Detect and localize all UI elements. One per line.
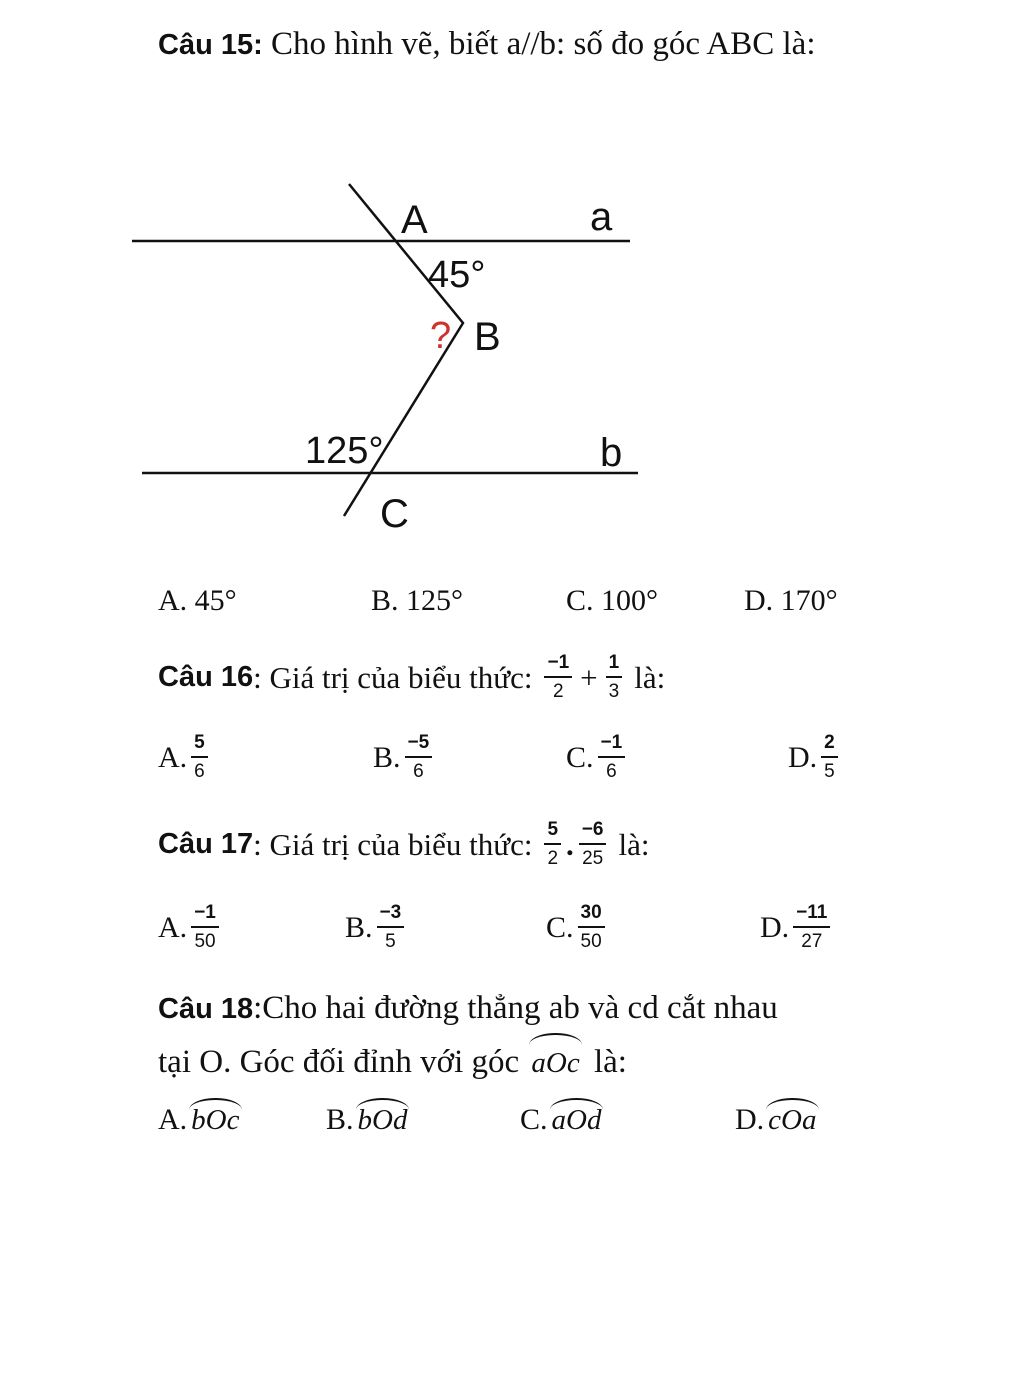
option-letter: A. [158,740,188,774]
q16-option-a[interactable] [158,732,212,783]
q18-line-2 [158,1033,918,1087]
label-line-b: b [600,431,623,475]
denominator: 5 [824,761,835,782]
q16-text: : Giá trị của biểu thức: [253,659,533,695]
q18-text-line-2: tại O. Góc đối đỉnh với góc [158,1044,520,1080]
denominator: 25 [582,848,604,869]
numerator: 5 [191,732,208,758]
q17-expr-fraction-2 [579,819,607,870]
q17-expr-operator: . [566,826,574,862]
label-angle-c: 125° [305,430,384,472]
denominator: 2 [547,848,559,869]
q17-title [158,819,649,870]
denominator: 5 [385,931,396,952]
q18-option-a[interactable] [158,1098,240,1137]
q18-options [0,1098,1024,1168]
option-fraction [377,902,405,953]
q17-option-c[interactable] [546,902,609,953]
numerator: −3 [377,902,405,928]
q18-suffix: là: [593,1044,627,1080]
q15-option-d[interactable] [744,584,838,618]
option-angle: cOa [768,1098,816,1137]
q17-options [0,902,1024,972]
option-angle: aOd [552,1098,602,1137]
numerator: −11 [793,902,830,928]
q18-option-b[interactable] [326,1098,407,1137]
q17-label: Câu 17 [158,828,254,860]
numerator: −6 [579,819,607,845]
numerator: 2 [821,732,838,758]
denominator: 6 [413,761,424,782]
q17-text: : Giá trị của biểu thức: [253,826,533,862]
label-point-b: B [474,315,501,359]
q16-option-c[interactable] [566,732,629,783]
label-point-a: A [401,198,428,242]
option-fraction [578,902,605,953]
q16-label: Câu 16 [158,661,254,693]
label-angle-a: 45° [428,254,486,296]
q15-label: Câu 15: [158,29,263,61]
option-letter: C. [546,910,574,944]
q15-option-b[interactable] [371,584,463,618]
q16-title [158,652,665,703]
q15-text: Cho hình vẽ, biết a//b: số đo góc ABC là: [271,26,816,62]
option-letter: C. [520,1103,548,1136]
option-angle: bOd [358,1098,408,1137]
q16-expr-fraction-2 [606,652,623,703]
q17-option-a[interactable] [158,902,223,953]
q15-figure [0,0,1024,560]
numerator: −1 [598,732,626,758]
q15-options [0,584,1024,654]
q16-suffix: là: [634,659,666,695]
option-value: 170° [780,584,838,617]
option-fraction [598,732,626,783]
q16-options [0,732,1024,802]
option-letter: B. [326,1103,354,1136]
option-fraction [405,732,433,783]
numerator: −5 [405,732,433,758]
option-letter: A. [158,1103,188,1136]
numerator: 5 [544,819,561,845]
option-letter: C. [566,584,594,617]
option-letter: D. [760,910,790,944]
q17-option-d[interactable] [760,902,834,953]
label-angle-question: ? [430,315,452,357]
label-line-a: a [590,195,613,239]
q15-option-a[interactable] [158,584,237,618]
q18-option-d[interactable] [735,1098,817,1137]
q16-option-b[interactable] [373,732,436,783]
denominator: 50 [580,931,602,952]
q17-suffix: là: [618,826,650,862]
denominator: 6 [194,761,205,782]
label-point-c: C [380,492,409,536]
q18-option-c[interactable] [520,1098,601,1137]
option-letter: D. [735,1103,765,1136]
numerator: −1 [544,652,572,678]
option-letter: B. [345,910,373,944]
option-letter: D. [744,584,774,617]
q18-text-line-1: :Cho hai đường thẳng ab và cd cắt nhau [253,990,778,1026]
denominator: 2 [553,681,564,702]
q17-expr-fraction-1 [544,819,561,870]
option-letter: A. [158,910,188,944]
option-letter: B. [371,584,399,617]
option-letter: A. [158,584,188,617]
q18-title [158,984,918,1087]
q18-label: Câu 18 [158,993,254,1025]
denominator: 50 [194,931,216,952]
option-value: 125° [406,584,464,617]
q18-angle: aOc [531,1033,579,1087]
q15-option-c[interactable] [566,584,658,618]
option-fraction [821,732,838,783]
option-angle: bOc [191,1098,239,1137]
numerator: 30 [578,902,605,928]
q16-option-d[interactable] [788,732,842,783]
denominator: 6 [606,761,617,782]
option-value: 100° [601,584,659,617]
numerator: −1 [191,902,219,928]
q16-expr-fraction-1 [544,652,572,703]
option-fraction [191,902,219,953]
option-letter: C. [566,740,594,774]
option-letter: D. [788,740,818,774]
q18-line-1 [158,984,918,1033]
option-letter: B. [373,740,401,774]
option-fraction [793,902,830,953]
option-value: 45° [194,584,237,617]
q17-option-b[interactable] [345,902,408,953]
numerator: 1 [606,652,623,678]
q16-expr-operator: + [580,659,598,695]
option-fraction [191,732,208,783]
denominator: 3 [608,681,620,702]
denominator: 27 [801,931,823,952]
